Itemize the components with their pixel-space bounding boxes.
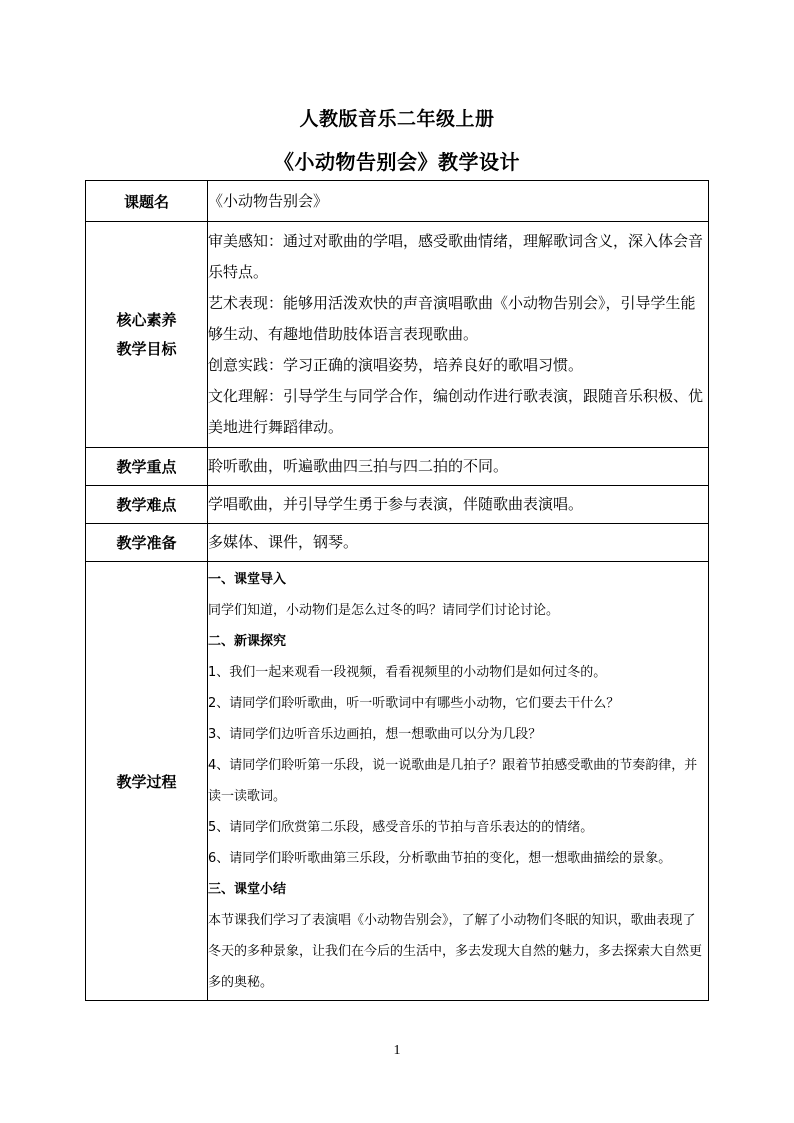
goal-creativity: 创意实践：学习正确的演唱姿势，培养良好的歌唱习惯。 [208, 356, 584, 374]
document-subtitle: 《小动物告别会》教学设计 [274, 150, 520, 174]
explore-step: 2、请同学们聆听歌曲，听一听歌词中有哪些小动物，它们要去干什么？ [208, 696, 620, 711]
explore-step: 5、请同学们欣赏第二乐段，感受音乐的节拍与音乐表达的的情绪。 [208, 820, 594, 835]
label-topic: 课题名 [86, 181, 208, 222]
goal-expression: 艺术表现：能够用活泼欢快的声音演唱歌曲《小动物告别会》，引导学生能够生动、有趣地借助肢体语言表现歌曲。 [208, 294, 696, 343]
value-difficulty: 学唱歌曲，并引导学生勇于参与表演，伴随歌曲表演唱。 [208, 486, 709, 524]
section-intro-text: 同学们知道，小动物们是怎么过冬的吗？请同学们讨论讨论。 [208, 603, 560, 618]
value-topic: 《小动物告别会》 [208, 181, 709, 222]
table-row-preparation [86, 524, 709, 562]
value-process [208, 562, 709, 1001]
section-intro-title: 一、课堂导入 [208, 572, 287, 587]
value-key-points: 聆听歌曲，听遍歌曲四三拍与四二拍的不同。 [208, 448, 709, 486]
table-row-key-points [86, 448, 709, 486]
lesson-plan-table [85, 180, 709, 1001]
label-goals-line2: 教学目标 [116, 339, 177, 358]
explore-step: 3、请同学们边听音乐边画拍，想一想歌曲可以分为几段？ [208, 727, 542, 742]
explore-step: 1、我们一起来观看一段视频，看看视频里的小动物们是如何过冬的。 [208, 665, 607, 680]
section-summary-text: 本节课我们学习了表演唱《小动物告别会》，了解了小动物们冬眠的知识，歌曲表现了冬天的多种景象，让我们在今后的生活中，多去发现大自然的魅力，多去探索大自然更多的奥秘。 [208, 913, 703, 990]
label-key-points: 教学重点 [86, 448, 208, 486]
goal-culture: 文化理解：引导学生与同学合作，编创动作进行歌表演，跟随音乐积极、优美地进行舞蹈律动。 [208, 387, 704, 436]
value-goals [208, 222, 709, 448]
document-title: 人教版音乐二年级上册 [299, 108, 495, 130]
table-row-difficulty [86, 486, 709, 524]
label-process: 教学过程 [86, 562, 208, 1001]
explore-step: 4、请同学们聆听第一乐段，说一说歌曲是几拍子？跟着节拍感受歌曲的节奏韵律，并读一读歌词。 [208, 758, 698, 804]
label-goals [86, 222, 208, 448]
table-row-goals [86, 222, 709, 448]
label-goals-line1: 核心素养 [116, 310, 177, 329]
section-explore-title: 二、新课探究 [208, 634, 287, 649]
value-preparation: 多媒体、课件，钢琴。 [208, 524, 709, 562]
goal-aesthetic: 审美感知：通过对歌曲的学唱，感受歌曲情绪，理解歌词含义，深入体会音乐特点。 [208, 232, 704, 281]
table-row-topic [86, 181, 709, 222]
label-difficulty: 教学难点 [86, 486, 208, 524]
explore-step: 6、请同学们聆听歌曲第三乐段，分析歌曲节拍的变化，想一想歌曲描绘的景象。 [208, 851, 672, 866]
label-preparation: 教学准备 [86, 524, 208, 562]
section-summary-title: 三、课堂小结 [208, 882, 287, 897]
page-number: 1 [393, 1043, 401, 1058]
table-row-process [86, 562, 709, 1001]
